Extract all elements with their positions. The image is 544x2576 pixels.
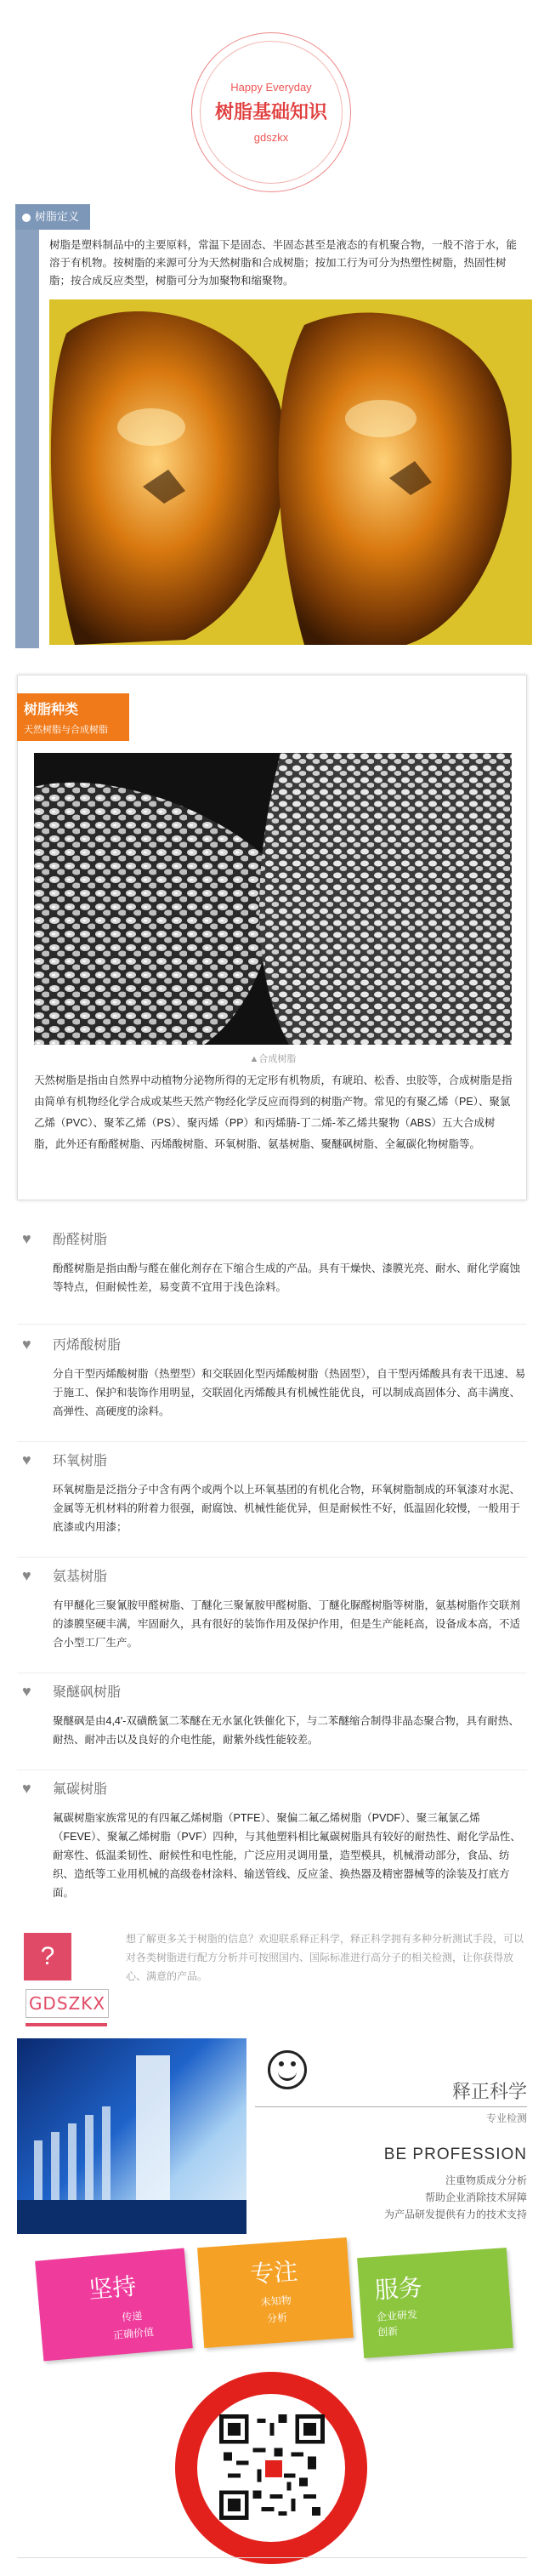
resin-name: 酚醛树脂	[53, 1233, 108, 1247]
heart-icon: ♥	[22, 1683, 31, 1700]
resin-item-fluorocarbon	[17, 1778, 527, 1923]
card-title: 专注	[249, 2257, 299, 2288]
amber-illustration	[49, 299, 532, 645]
qr-center-logo	[264, 2459, 284, 2479]
header-subtitle: gdszkx	[253, 131, 289, 144]
card-line-1: 传递	[121, 2310, 143, 2324]
company-name: 释正科学	[451, 2082, 527, 2103]
resin-desc: 有甲醚化三聚氰胺甲醛树脂、丁醚化三聚氰胺甲醛树脂、丁醚化脲醛树脂等树脂，氨基树脂作交联剂的漆膜坚硬丰满，牢固耐久，具有很好的装饰作用及保护作用，但是生产能耗高，设备成本高，不适合小型工厂生产。	[53, 1599, 521, 1649]
definition-tag	[15, 204, 90, 230]
divider	[17, 1441, 527, 1442]
resin-name: 丙烯酸树脂	[53, 1338, 122, 1353]
resin-item-acrylic	[17, 1334, 527, 1445]
lab-illustration	[17, 2038, 246, 2234]
slogan-line-3: 为产品研发提供有力的技术支持	[383, 2208, 527, 2220]
resin-item-phenolic	[17, 1228, 527, 1331]
types-tag-subtitle: 天然树脂与合成树脂	[24, 725, 108, 735]
company-subtitle: 专业检测	[485, 2112, 527, 2124]
value-card-focus	[197, 2237, 354, 2348]
value-card-persist	[35, 2248, 193, 2362]
heart-icon: ♥	[22, 1567, 31, 1584]
resin-desc: 分自干型丙烯酸树脂（热塑型）和交联固化型丙烯酸树脂（热固型），自干型丙烯酸具有表干迅速、易于施工、保护和装饰作用明显，交联固化丙烯酸具有机械性能优良，可以制成高固体分、高丰满度、高弹性、高硬度的涂料。	[53, 1368, 526, 1417]
definition-side-bar	[15, 204, 39, 648]
slogan-title: BE PROFESSION	[383, 2146, 527, 2163]
resin-name: 氟碳树脂	[53, 1782, 108, 1797]
heart-icon: ♥	[22, 1336, 31, 1353]
card-line-2: 分析	[266, 2311, 288, 2325]
heart-icon: ♥	[22, 1780, 31, 1797]
resin-desc: 氟碳树脂家族常见的有四氟乙烯树脂（PTFE）、聚偏二氟乙烯树脂（PVDF）、聚三氟氯乙烯（FEVE）、聚氟乙烯树脂（PVF）四种，与其他塑料相比氟碳树脂具有较好的耐热性、耐化学品性、耐寒性、低温柔韧性、耐候性和电性能，广泛应用灵调用量，造型模具，机械滑动部分，食品、纺织、造纸等工业用机械的高级卷材涂料、输送管线、反应釜、换热器及精密器械等的涂装及打底方面。	[53, 1812, 521, 1899]
slogan-line-2: 帮助企业消除技术屏障	[424, 2191, 527, 2203]
amber-image	[49, 299, 532, 645]
resin-item-amino	[17, 1565, 527, 1676]
divider	[17, 1557, 527, 1558]
divider	[17, 1324, 527, 1325]
heart-icon: ♥	[22, 1230, 31, 1247]
resin-desc: 环氧树脂是泛指分子中含有两个或两个以上环氧基团的有机化合物，环氧树脂制成的环氧漆对水泥、金属等无机材料的附着力很强，耐腐蚀、机械性能优异，但是耐候性不好，低温固化较慢，一般用于底漆或内用漆；	[53, 1484, 521, 1533]
card-title: 坚持	[87, 2271, 138, 2305]
company-divider	[255, 2106, 527, 2107]
card-line-2: 正确价值	[112, 2326, 155, 2342]
header-tagline: Happy Everyday	[230, 81, 312, 94]
brand-logo: GDSZKX	[26, 1989, 109, 2018]
slogan-line-1: 注重物质成分分析	[445, 2174, 527, 2186]
dot-icon	[22, 214, 31, 222]
types-tag-title: 树脂种类	[24, 703, 79, 717]
card-line-2: 创新	[377, 2325, 399, 2339]
resin-name: 聚醚砜树脂	[53, 1685, 122, 1700]
pellets-illustration	[34, 753, 512, 1045]
card-line-1: 企业研发	[376, 2308, 418, 2323]
resin-pellets-image	[34, 753, 512, 1045]
resin-desc: 聚醚砜是由4,4'-双磺酰氯二苯醚在无水氯化铁催化下，与二苯醚缩合制得非晶态聚合物，具有耐热、耐热、耐冲击以及良好的介电性能，耐紫外线性能较差。	[53, 1715, 519, 1746]
card-line-1: 未知物	[260, 2294, 292, 2309]
brand-underline	[26, 2023, 107, 2026]
value-card-service	[357, 2248, 513, 2358]
types-tag	[17, 693, 129, 741]
page-title: 树脂基础知识	[214, 102, 327, 123]
question-icon: ?	[24, 1933, 71, 1980]
resin-name: 氨基树脂	[53, 1570, 108, 1584]
bottom-divider	[17, 2557, 527, 2558]
resin-desc: 酚醛树脂是指由酚与醛在催化剂存在下缩合生成的产品。具有干燥快、漆膜光亮、耐水、耐化学腐蚀等特点，但耐候性差，易变黄不宜用于浅色涂料。	[53, 1262, 521, 1293]
lab-image	[17, 2038, 246, 2234]
definition-text: 树脂是塑料制品中的主要原料，常温下是固态、半固态甚至是液态的有机聚合物，一般不溶于水，能溶于有机物。按树脂的来源可分为天然树脂和合成树脂；按加工行为可分为热塑性树脂，热固性树脂；按合成反应类型，树脂可分为加聚物和缩聚物。	[49, 239, 518, 287]
resin-item-epoxy	[17, 1450, 527, 1560]
definition-tag-label: 树脂定义	[35, 210, 80, 223]
contact-text: 想了解更多关于树脂的信息？欢迎联系释正科学，释正科学拥有多种分析测试手段，可以对各类树脂进行配方分析并可按照国内、国际标准进行高分子的相关检测，让你获得放心、满意的产品。	[126, 1933, 524, 1982]
resin-item-pes	[17, 1681, 527, 1775]
heart-icon: ♥	[22, 1451, 31, 1468]
card-title: 服务	[373, 2273, 423, 2305]
types-text: 天然树脂是指由自然界中动植物分泌物所得的无定形有机物质，有琥珀、松香、虫胶等，合成树脂是指由简单有机物经化学合成或某些天然产物经化学反应而得到的树脂产物。常见的有聚乙烯（PE）、聚氯乙烯（PVC）、聚苯乙烯（PS）、聚丙烯（PP）和丙烯腈-丁二烯-苯乙烯共聚物（ABS）五大合成树脂，此外还有酚醛树脂、丙烯酸树脂、环氧树脂、氨基树脂、聚醚砜树脂、全氟碳化物树脂等。	[34, 1074, 513, 1150]
pellets-caption: ▲合成树脂	[249, 1054, 297, 1064]
resin-name: 环氧树脂	[53, 1454, 108, 1468]
